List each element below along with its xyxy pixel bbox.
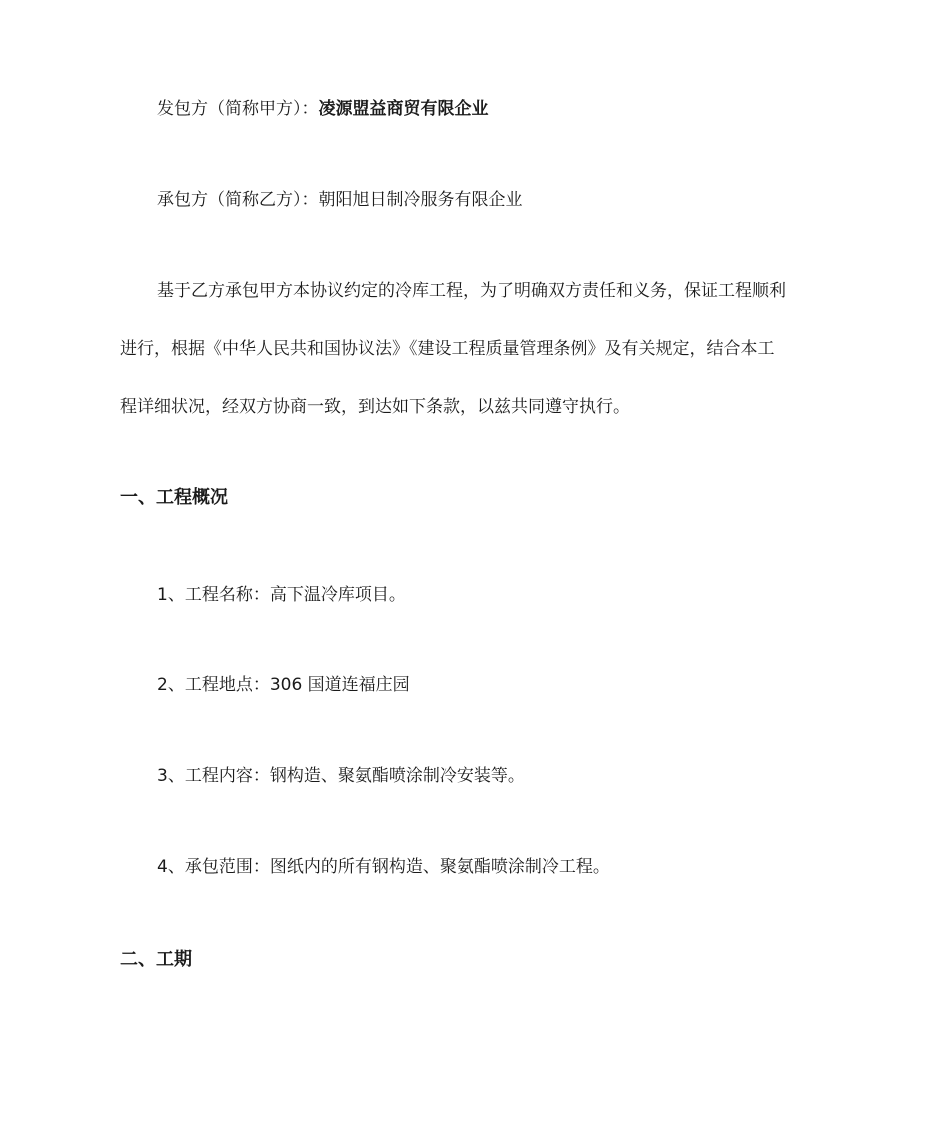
employer-label: 发包方（简称甲方）： [157,99,319,119]
section-heading-overview: 一、工程概况 [120,487,228,508]
preamble-paragraph [120,279,832,419]
preamble-line-3: 程详细状况，经双方协商一致，到达如下条款，以兹共同遵守执行。 [120,397,630,417]
preamble-line-1: 基于乙方承包甲方本协议约定的冷库工程，为了明确双方责任和义务，保证工程顺利 [157,281,786,301]
preamble-line-2: 进行，根据《中华人民共和国协议法》《建设工程质量管理条例》及有关规定，结合本工 [120,339,775,359]
contractor-line [157,188,523,212]
overview-item-scope: 4、承包范围：图纸内的所有钢构造、聚氨酯喷涂制冷工程。 [157,857,610,877]
contractor-name: 朝阳旭日制冷服务有限企业 [318,190,523,210]
contractor-label: 承包方（简称乙方）： [157,190,319,210]
overview-item-content: 3、工程内容：钢构造、聚氨酯喷涂制冷安装等。 [157,766,525,786]
employer-name: 凌源盟益商贸有限企业 [318,99,489,119]
employer-line [157,97,489,121]
overview-item-name: 1、工程名称：高下温冷库项目。 [157,585,406,605]
overview-item-location: 2、工程地点：306 国道连福庄园 [157,675,410,695]
section-heading-schedule: 二、工期 [120,949,192,970]
